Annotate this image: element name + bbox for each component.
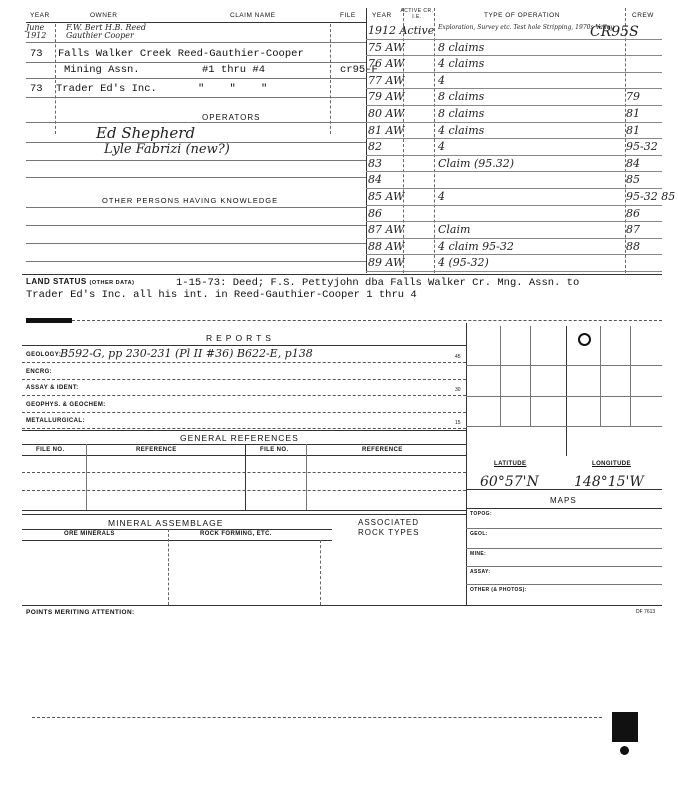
report-label: GEOLOGY: <box>26 352 62 358</box>
longitude-label: LONGITUDE <box>592 461 631 467</box>
points-meriting-attention-label: POINTS MERITING ATTENTION: <box>26 609 135 616</box>
associated-label: ASSOCIATED <box>358 518 419 527</box>
ore-minerals-label: ORE MINERALS <box>64 531 115 537</box>
operator-entry-0: Ed Shepherd <box>96 124 196 142</box>
operation-type: Claim (95.32) <box>438 156 515 170</box>
gr-col-file-no-2: FILE NO. <box>260 447 289 453</box>
report-row-rule <box>22 428 466 429</box>
operation-year: 79 AW <box>368 90 405 104</box>
report-label: METALLURGICAL: <box>26 418 85 424</box>
operation-crew: 88 <box>626 239 640 253</box>
operation-type: 4 <box>438 190 445 203</box>
operation-type: 4 <box>438 140 445 154</box>
operation-type: 8 claims <box>438 107 485 120</box>
operation-year: 85 AW <box>368 190 405 203</box>
operation-row-rule <box>366 88 662 89</box>
gr-col-reference-1: REFERENCE <box>136 447 177 453</box>
operation-year: 77 AW <box>368 73 405 87</box>
report-label: ASSAY & IDENT: <box>26 385 79 391</box>
mine-label: MINE: <box>470 551 487 557</box>
operation-year: 1912 Active <box>368 24 435 37</box>
operation-year: 86 <box>368 206 382 220</box>
assay-label: ASSAY: <box>470 569 491 575</box>
report-scale-number: 45 <box>455 354 461 360</box>
longitude-value: 148°15'W <box>574 474 644 490</box>
operation-crew: 86 <box>626 206 640 220</box>
owner-row-3-owner: Trader Ed's Inc. <box>56 83 157 95</box>
operation-year: 83 <box>368 156 382 170</box>
operation-row-rule <box>366 155 662 156</box>
owner-row-2-claim: #1 thru #4 <box>202 64 266 76</box>
operation-year: 80 AW <box>368 107 405 120</box>
form-number: DF 7613 <box>636 609 656 615</box>
report-row-rule <box>22 379 466 380</box>
operation-crew: CR95S <box>590 24 639 40</box>
owner-row-2-file: cr95-F <box>340 64 378 76</box>
operation-row-rule <box>366 138 662 139</box>
operation-row-rule <box>366 55 662 56</box>
gr-col-reference-2: REFERENCE <box>362 447 403 453</box>
operation-row-rule <box>366 221 662 222</box>
header-claim-name: CLAIM NAME <box>230 12 276 19</box>
circle-marker-icon <box>578 333 591 346</box>
header-active: ACTIVE CR. I.E. <box>400 8 434 20</box>
operation-type: 8 claims <box>438 40 485 54</box>
land-status-title: LAND STATUS <box>26 277 87 286</box>
operation-row-rule <box>366 188 662 189</box>
operation-crew: 79 <box>626 90 640 104</box>
header-year2: YEAR <box>372 12 392 19</box>
operation-crew: 81 <box>626 107 640 120</box>
operation-row-rule <box>366 105 662 106</box>
report-row-rule <box>22 395 466 396</box>
report-scale-number: 30 <box>455 387 461 393</box>
operation-row-rule <box>366 122 662 123</box>
gr-col-file-no-1: FILE NO. <box>36 447 65 453</box>
report-scale-number: 15 <box>455 420 461 426</box>
operation-type: 8 claims <box>438 90 485 104</box>
operation-type: 4 claims <box>438 57 485 71</box>
operation-year: 87 AW <box>368 223 405 237</box>
corner-dot <box>620 746 629 755</box>
rock-types-label: ROCK TYPES <box>358 528 420 537</box>
header-crew: CREW <box>632 12 654 19</box>
topog-label: TOPOG: <box>470 511 493 517</box>
header-year: YEAR <box>30 12 50 19</box>
owner-row-1-year: 73 <box>30 48 43 60</box>
other-persons-title: OTHER PERSONS HAVING KNOWLEDGE <box>102 196 279 205</box>
operation-crew: 84 <box>626 156 640 170</box>
operation-crew: 87 <box>626 223 640 237</box>
operation-row-rule <box>366 171 662 172</box>
general-references-title: GENERAL REFERENCES <box>180 433 299 443</box>
owner-row-0-owner: F.W. Bert H.B. Reed Gauthier Cooper <box>66 23 147 40</box>
geol-label: GEOL: <box>470 531 488 537</box>
operation-row-rule <box>366 72 662 73</box>
operators-title: OPERATORS <box>202 113 261 122</box>
operation-year: 81 AW <box>368 123 405 137</box>
report-row-rule <box>22 362 466 363</box>
report-row-rule <box>22 412 466 413</box>
header-file: FILE <box>340 12 356 19</box>
operation-type: Claim <box>438 223 471 237</box>
operation-year: 84 <box>368 173 382 187</box>
land-status-sublabel: (OTHER DATA) <box>89 280 135 286</box>
corner-block <box>612 712 638 742</box>
operation-crew: 81 <box>626 123 640 137</box>
latitude-label: LATITUDE <box>494 461 527 467</box>
operation-type: 4 claims <box>438 123 485 137</box>
report-label: ENCRG: <box>26 368 53 375</box>
mineral-assemblage-title: MINERAL ASSEMBLAGE <box>108 518 224 528</box>
report-value: B592-G, pp 230-231 (Pl II #36) B622-E, p138 <box>60 347 313 360</box>
rock-forming-label: ROCK FORMING, ETC. <box>200 531 272 537</box>
operation-row-rule <box>366 254 662 255</box>
operator-entry-1: Lyle Fabrizi (new?) <box>104 142 230 157</box>
owner-row-1-owner: Falls Walker Creek Reed-Gauthier-Cooper <box>58 48 304 60</box>
operation-crew: 85 <box>626 173 640 187</box>
operation-year: 76 AW <box>368 57 405 71</box>
operation-row-rule <box>366 271 662 272</box>
bottom-dashed-rule <box>32 717 602 718</box>
operation-type: 4 <box>438 73 445 87</box>
operation-year: 89 AW <box>368 256 405 270</box>
operation-row-rule <box>366 238 662 239</box>
operation-type: Exploration, Survey etc. Test hole Stripping, 1970s Valley <box>438 24 614 31</box>
land-status-line1: 1-15-73: Deed; F.S. Pettyjohn dba Falls Walker Cr. Mng. Assn. to <box>176 277 580 289</box>
operation-type: 4 claim 95-32 <box>438 239 514 253</box>
report-label: GEOPHYS. & GEOCHEM: <box>26 401 106 408</box>
header-type-of-operation: TYPE OF OPERATION <box>484 12 560 19</box>
owner-row-3-year: 73 <box>30 83 43 95</box>
operations-left-border <box>366 8 367 273</box>
owner-row-2-owner: Mining Assn. <box>64 64 140 76</box>
operation-year: 82 <box>368 140 382 154</box>
owner-row-3-claim: " " " <box>198 83 268 95</box>
owner-row-0-year: June 1912 <box>26 23 47 40</box>
land-status-label <box>26 277 134 286</box>
operation-crew: 95-32 85 <box>626 190 676 203</box>
operation-year: 88 AW <box>368 239 405 253</box>
other-photos-label: OTHER (& PHOTOS): <box>470 587 527 593</box>
operation-row-rule <box>366 205 662 206</box>
reports-title: REPORTS <box>206 333 275 343</box>
thick-bar-left <box>26 318 72 323</box>
operation-type: 4 (95-32) <box>438 256 489 270</box>
operation-year: 75 AW <box>368 40 405 54</box>
latitude-value: 60°57'N <box>480 474 539 490</box>
maps-label: MAPS <box>550 496 577 505</box>
header-owner: OWNER <box>90 12 118 19</box>
operation-crew: 95-32 <box>626 140 658 154</box>
land-status-line2: Trader Ed's Inc. all his int. in Reed-Gauthier-Cooper 1 thru 4 <box>26 289 417 301</box>
